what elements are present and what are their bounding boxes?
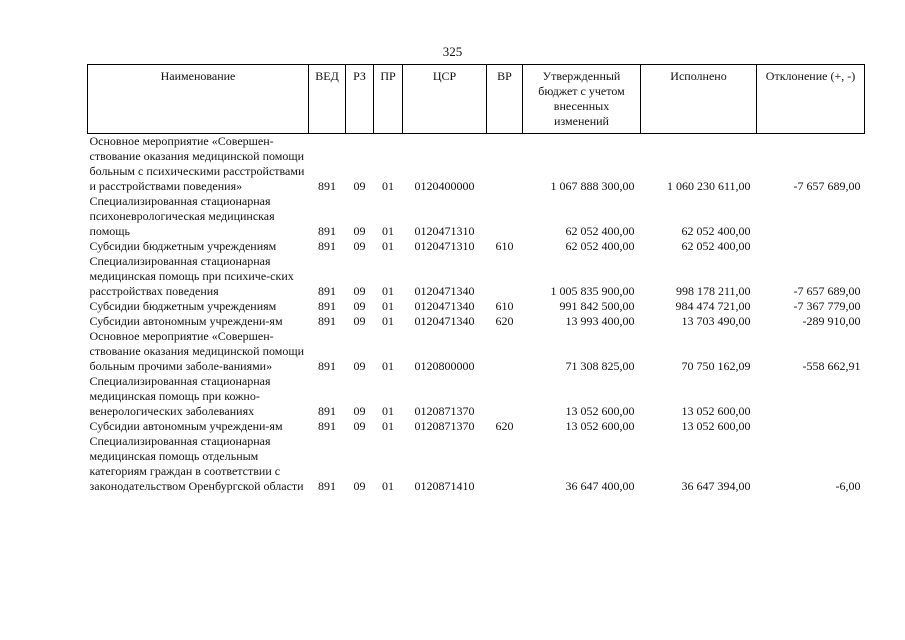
cell-name: Основное мероприятие «Совершен-ствование оказания медицинской помощи больным с психическими расстройствами и расстройствами поведения»: [89, 134, 305, 193]
cell-vr: 610: [495, 299, 514, 313]
cell-executed: 998 178 211,00: [675, 284, 751, 298]
cell-name: Субсидии автономным учреждени-ям: [89, 419, 283, 433]
table-row: [88, 374, 865, 419]
header-csr: ЦСР: [403, 65, 487, 134]
cell-vr: 620: [495, 419, 514, 433]
cell-csr: 0120400000: [414, 179, 475, 193]
cell-ved: 891: [318, 299, 336, 313]
cell-vr: 620: [495, 314, 514, 328]
cell-deviation: -6,00: [835, 479, 861, 493]
cell-pr: 01: [382, 239, 394, 253]
table-row: [88, 434, 865, 494]
cell-csr: 0120871410: [414, 479, 475, 493]
cell-rz: 09: [353, 404, 366, 418]
table-row: [88, 314, 865, 329]
cell-pr: 01: [382, 404, 394, 418]
cell-csr: 0120871370: [414, 419, 475, 433]
cell-rz: 09: [353, 314, 366, 328]
table-header-row: [88, 65, 865, 134]
cell-ved: 891: [318, 284, 336, 298]
cell-csr: 0120871370: [414, 404, 475, 418]
header-executed: Исполнено: [641, 65, 757, 134]
cell-deviation: -7 657 689,00: [793, 179, 861, 193]
cell-rz: 09: [353, 419, 366, 433]
cell-name: Субсидии автономным учреждени-ям: [89, 314, 283, 328]
cell-executed: 62 052 400,00: [681, 239, 751, 253]
cell-approved: 36 647 400,00: [565, 479, 635, 493]
header-pr: ПР: [374, 65, 403, 134]
cell-pr: 01: [382, 224, 394, 238]
cell-approved: 1 005 835 900,00: [550, 284, 635, 298]
cell-name: Основное мероприятие «Совершен-ствование оказания медицинской помощи больным прочими заболе-ваниями»: [89, 329, 305, 373]
cell-rz: 09: [353, 284, 366, 298]
cell-pr: 01: [382, 359, 394, 373]
cell-executed: 1 060 230 611,00: [666, 179, 751, 193]
table-row: [88, 239, 865, 254]
header-vr: ВР: [487, 65, 523, 134]
cell-name: Субсидии бюджетным учреждениям: [89, 239, 277, 253]
cell-executed: 13 052 600,00: [681, 404, 751, 418]
cell-csr: 0120471310: [414, 224, 475, 238]
cell-deviation: -7 657 689,00: [793, 284, 861, 298]
header-ved: ВЕД: [309, 65, 346, 134]
cell-deviation: [757, 194, 865, 239]
cell-rz: 09: [353, 479, 366, 493]
cell-deviation: [757, 239, 865, 254]
cell-approved: 62 052 400,00: [565, 224, 635, 238]
cell-pr: 01: [382, 419, 394, 433]
cell-pr: 01: [382, 299, 394, 313]
budget-table: [87, 64, 865, 494]
cell-ved: 891: [318, 314, 336, 328]
cell-executed: 62 052 400,00: [681, 224, 751, 238]
header-rz: РЗ: [346, 65, 374, 134]
cell-vr: [487, 194, 523, 239]
header-deviation: Отклонение (+, -): [757, 65, 865, 134]
cell-executed: 70 750 162,09: [681, 359, 751, 373]
cell-pr: 01: [382, 314, 394, 328]
cell-csr: 0120471340: [414, 299, 475, 313]
cell-approved: 13 052 600,00: [565, 419, 635, 433]
cell-approved: 991 842 500,00: [559, 299, 635, 313]
cell-ved: 891: [318, 404, 336, 418]
cell-name: Субсидии бюджетным учреждениям: [89, 299, 277, 313]
cell-ved: 891: [318, 179, 336, 193]
cell-csr: 0120471340: [414, 284, 475, 298]
cell-vr: 610: [495, 239, 514, 253]
cell-vr: [487, 374, 523, 419]
cell-rz: 09: [353, 239, 366, 253]
cell-approved: 13 052 600,00: [565, 404, 635, 418]
header-approved: Утвержденный бюджет с учетом внесенных изменений: [523, 65, 641, 134]
cell-executed: 984 474 721,00: [675, 299, 751, 313]
cell-ved: 891: [318, 359, 336, 373]
cell-name: Специализированная стационарная медицинская помощь при психиче-ских расстройствах поведения: [89, 254, 294, 298]
cell-ved: 891: [318, 479, 336, 493]
cell-name: Специализированная стационарная психоневрологическая медицинская помощь: [89, 194, 275, 238]
cell-rz: 09: [353, 359, 366, 373]
cell-approved: 71 308 825,00: [565, 359, 635, 373]
cell-vr: [487, 329, 523, 374]
cell-deviation: -7 367 779,00: [793, 299, 861, 313]
table-row: [88, 254, 865, 299]
table-row: [88, 299, 865, 314]
cell-approved: 1 067 888 300,00: [550, 179, 635, 193]
table-row: [88, 134, 865, 195]
cell-vr: [487, 134, 523, 195]
cell-name: Специализированная стационарная медицинская помощь отдельным категориям граждан в соответствии с законодательством Оренбургской области: [89, 434, 304, 493]
cell-csr: 0120471340: [414, 314, 475, 328]
cell-name: Специализированная стационарная медицинская помощь при кожно-венерологических заболеваниях: [89, 374, 271, 418]
cell-executed: 36 647 394,00: [681, 479, 751, 493]
cell-approved: 13 993 400,00: [565, 314, 635, 328]
table-row: [88, 419, 865, 434]
table-row: [88, 194, 865, 239]
cell-pr: 01: [382, 284, 394, 298]
cell-executed: 13 052 600,00: [681, 419, 751, 433]
table-row: [88, 329, 865, 374]
cell-deviation: -558 662,91: [802, 359, 861, 373]
cell-executed: 13 703 490,00: [681, 314, 751, 328]
cell-rz: 09: [353, 224, 366, 238]
cell-ved: 891: [318, 239, 336, 253]
cell-deviation: [757, 419, 865, 434]
cell-ved: 891: [318, 419, 336, 433]
page-number: 325: [442, 44, 463, 59]
cell-ved: 891: [318, 224, 336, 238]
header-name: Наименование: [88, 65, 309, 134]
cell-approved: 62 052 400,00: [565, 239, 635, 253]
cell-rz: 09: [353, 179, 366, 193]
cell-pr: 01: [382, 479, 394, 493]
cell-csr: 0120800000: [414, 359, 475, 373]
cell-deviation: [757, 374, 865, 419]
cell-vr: [487, 254, 523, 299]
cell-vr: [487, 434, 523, 494]
cell-rz: 09: [353, 299, 366, 313]
cell-pr: 01: [382, 179, 394, 193]
table-body: [88, 134, 865, 495]
cell-csr: 0120471310: [414, 239, 475, 253]
cell-deviation: -289 910,00: [802, 314, 861, 328]
